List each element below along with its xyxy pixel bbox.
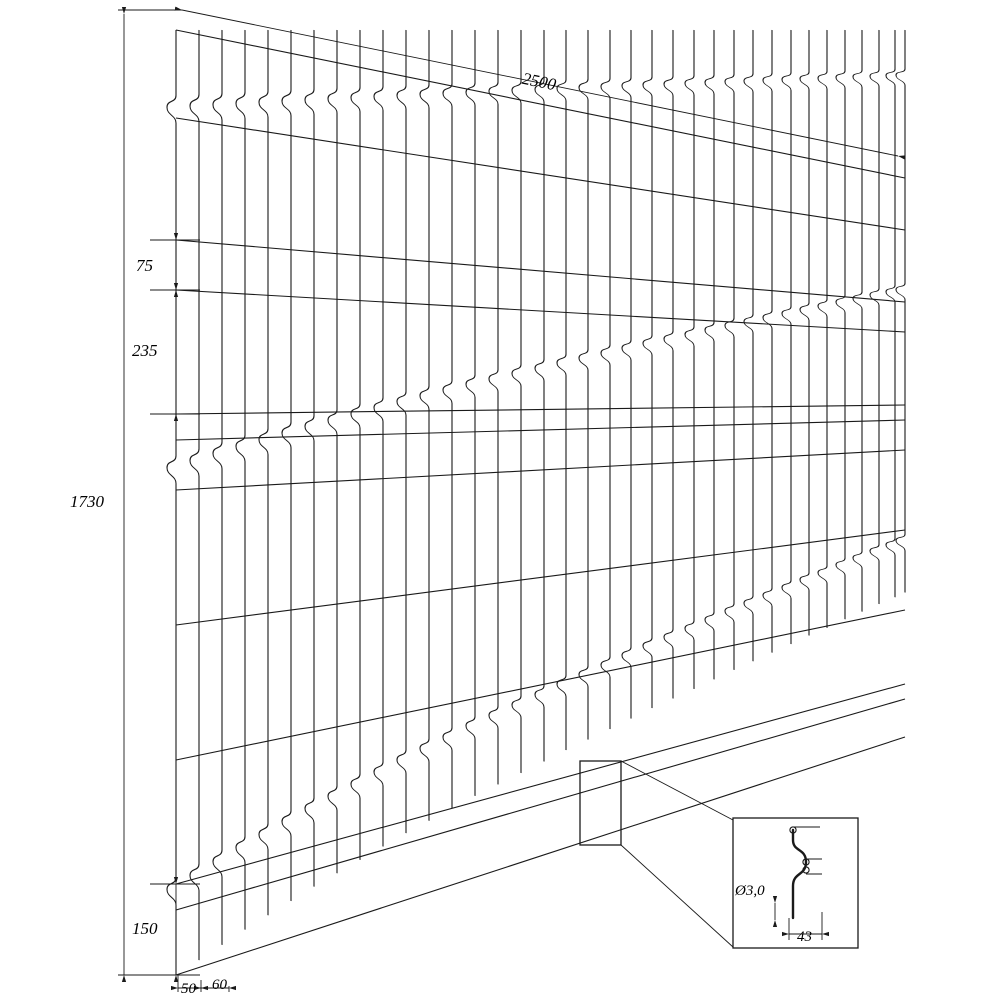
detail-callout-box: [580, 761, 621, 845]
dimension-label-60: 60: [212, 977, 227, 993]
dimension-label-1730: 1730: [70, 492, 104, 511]
dimension-label-2500: 2500: [520, 68, 558, 95]
dimension-label-150: 150: [132, 919, 158, 938]
detail-label-diameter: Ø3,0: [735, 883, 765, 899]
dimension-height-1730: [118, 10, 182, 975]
dimension-75: [150, 240, 200, 290]
dimension-label-235: 235: [132, 341, 158, 360]
dimension-235: [150, 290, 200, 414]
detail-leader-lines: [621, 761, 733, 947]
detail-label-43: 43: [797, 929, 812, 945]
dimension-label-50: 50: [181, 981, 196, 997]
dimension-label-75: 75: [136, 256, 153, 275]
